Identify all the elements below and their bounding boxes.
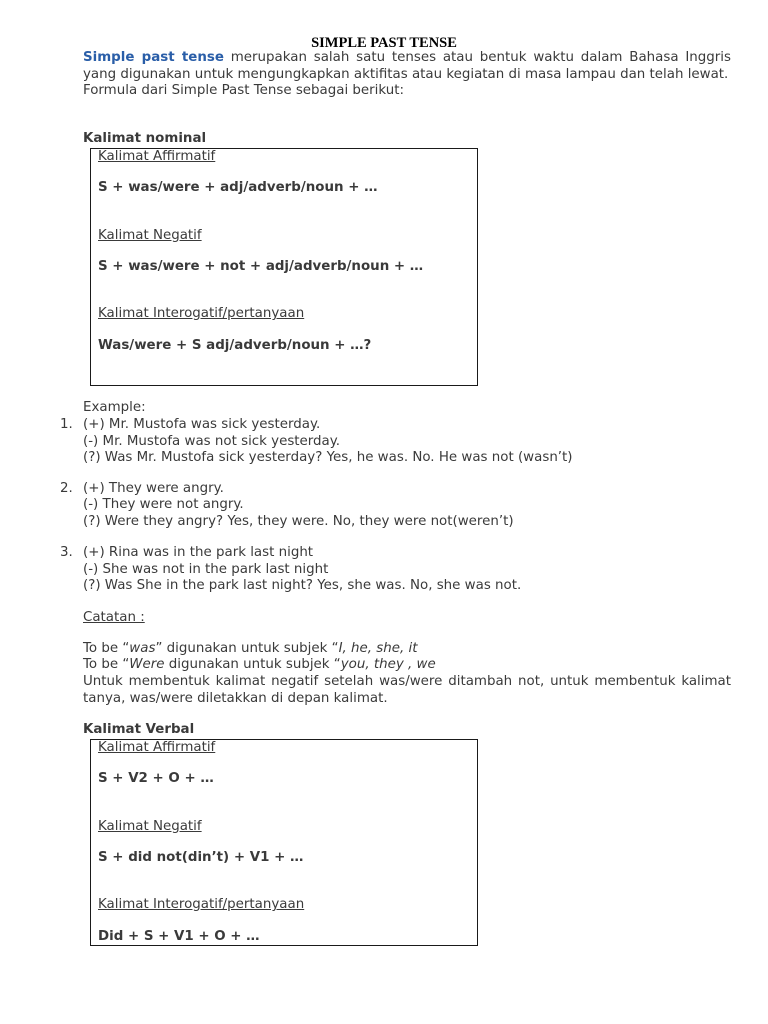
nominal-affirmative-label: Kalimat Affirmatif bbox=[98, 149, 216, 164]
page-title: SIMPLE PAST TENSE bbox=[311, 35, 457, 51]
example-line: (?) Was She in the park last night? Yes, she was. No, she was not. bbox=[83, 578, 522, 593]
verbal-negative-label: Kalimat Negatif bbox=[98, 819, 202, 834]
example-label: Example: bbox=[83, 400, 146, 415]
example-number: 3. bbox=[60, 545, 73, 560]
note-was-word: was bbox=[129, 641, 156, 656]
note-was-line bbox=[83, 641, 417, 658]
verbal-affirmative-label: Kalimat Affirmatif bbox=[98, 740, 216, 755]
note-were-mid: digunakan untuk subjek “ bbox=[164, 657, 341, 672]
example-line: (-) She was not in the park last night bbox=[83, 562, 329, 577]
example-line: (+) They were angry. bbox=[83, 481, 224, 496]
example-line: (?) Was Mr. Mustofa sick yesterday? Yes, he was. No. He was not (wasn’t) bbox=[83, 450, 573, 465]
nominal-negative-formula: S + was/were + not + adj/adverb/noun + … bbox=[98, 259, 424, 274]
example-line: (+) Rina was in the park last night bbox=[83, 545, 314, 560]
example-line: (+) Mr. Mustofa was sick yesterday. bbox=[83, 417, 321, 432]
nominal-question-formula: Was/were + S adj/adverb/noun + …? bbox=[98, 338, 372, 353]
note-was-prefix: To be “ bbox=[83, 641, 130, 656]
note-were-line bbox=[83, 657, 436, 674]
verbal-question-label: Kalimat Interogatif/pertanyaan bbox=[98, 897, 305, 912]
formula-line: Formula dari Simple Past Tense sebagai berikut: bbox=[83, 83, 404, 99]
note-was-subjects: I, he, she, it bbox=[338, 641, 418, 656]
intro-highlight: Simple past tense bbox=[83, 50, 224, 65]
verbal-affirmative-formula: S + V2 + O + … bbox=[98, 771, 214, 786]
example-line: (?) Were they angry? Yes, they were. No, they were not(weren’t) bbox=[83, 514, 514, 529]
example-line: (-) They were not angry. bbox=[83, 497, 244, 512]
note-was-mid: ” digunakan untuk subjek “ bbox=[155, 641, 339, 656]
nominal-question-label: Kalimat Interogatif/pertanyaan bbox=[98, 306, 305, 321]
nominal-formula-box bbox=[90, 148, 478, 386]
nominal-negative-label: Kalimat Negatif bbox=[98, 228, 202, 243]
intro-text: merupakan salah satu tenses atau bentuk waktu dalam Bahasa Inggris yang digunakan untuk mengungkapkan aktifitas atau kegiatan di masa lampau dan telah lewat. bbox=[83, 50, 731, 82]
note-were-prefix: To be “ bbox=[83, 657, 130, 672]
nominal-heading: Kalimat nominal bbox=[83, 131, 207, 146]
verbal-question-formula: Did + S + V1 + O + … bbox=[98, 929, 260, 944]
nominal-affirmative-formula: S + was/were + adj/adverb/noun + … bbox=[98, 180, 378, 195]
example-number: 1. bbox=[60, 417, 73, 432]
verbal-negative-formula: S + did not(din’t) + V1 + … bbox=[98, 850, 304, 865]
example-number: 2. bbox=[60, 481, 73, 496]
example-line: (-) Mr. Mustofa was not sick yesterday. bbox=[83, 434, 341, 449]
note-were-word: Were bbox=[129, 657, 165, 672]
verbal-formula-box bbox=[90, 739, 478, 946]
note-paragraph bbox=[83, 674, 731, 707]
note-were-subjects: you, they , we bbox=[340, 657, 436, 672]
note-paragraph-text: Untuk membentuk kalimat negatif setelah was/were ditambah not, untuk membentuk kalimat tanya, was/were diletakkan di depan kalimat. bbox=[83, 674, 731, 706]
verbal-heading: Kalimat Verbal bbox=[83, 722, 195, 737]
intro-paragraph bbox=[83, 50, 731, 100]
notes-label: Catatan : bbox=[83, 610, 145, 625]
